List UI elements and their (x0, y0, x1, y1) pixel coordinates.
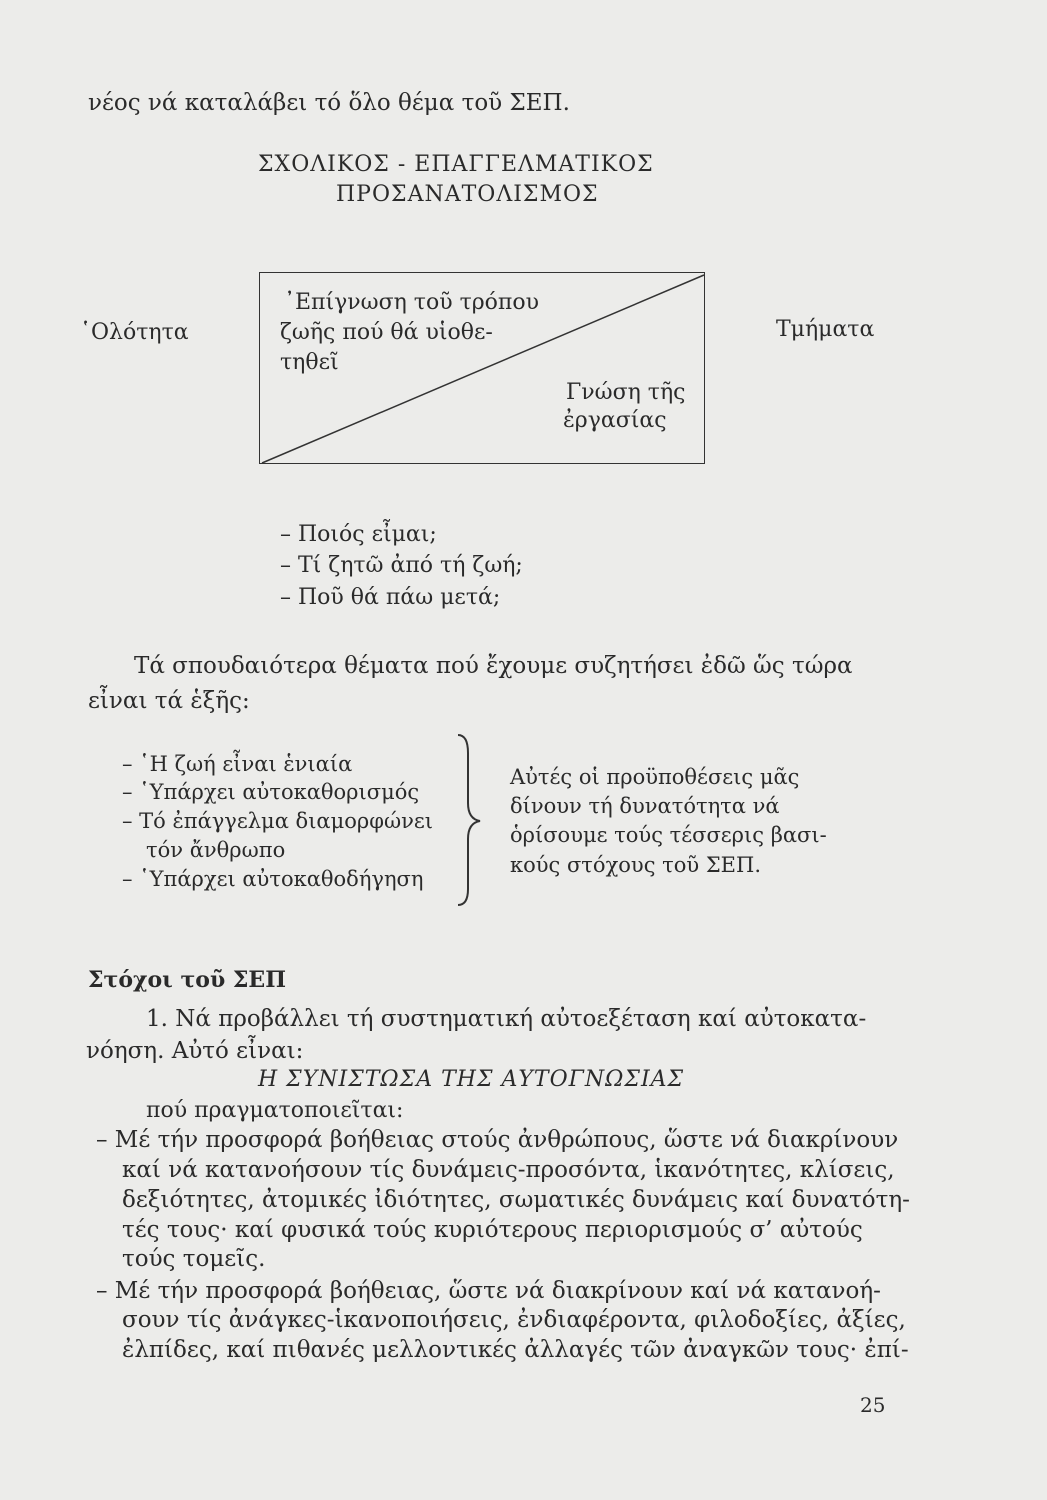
premises-note-2: δίνουν τή δυνατότητα νά (510, 794, 780, 818)
premise-4: – ῾Υπάρχει αὐτοκαθοδήγηση (122, 867, 424, 891)
question-1: – Ποιός εἶμαι; (280, 522, 437, 547)
goal-1-line-2: νόηση. Αὐτό εἶναι: (86, 1038, 304, 1064)
premises-note-1: Αὐτές οἱ προϋποθέσεις μᾶς (510, 765, 800, 789)
section-heading: Στόχοι τοῦ ΣΕΠ (88, 967, 286, 993)
bullet-2-line-3: ἐλπίδες, καί πιθανές μελλοντικές ἀλλαγές τῶν ἀναγκῶν τους· ἐπί- (122, 1337, 909, 1363)
lead-line: νέος νά καταλάβει τό ὅλο θέμα τοῦ ΣΕΠ. (88, 90, 570, 116)
curly-brace-icon (452, 733, 492, 908)
diagram-left-label: ῾Ολότητα (80, 320, 189, 345)
bullet-2-line-1: – Μέ τήν προσφορά βοήθειας, ὥστε νά διακρίνουν καί νά κατανοή- (96, 1278, 881, 1304)
premise-1: – ῾Η ζωή εἶναι ἑνιαία (122, 752, 353, 776)
diagram-right-label: Τμήματα (776, 317, 875, 342)
premise-3: – Τό ἐπάγγελμα διαμορφώνει (122, 809, 433, 833)
bullet-1-line-5: τούς τομεῖς. (122, 1246, 266, 1272)
title-line-1: ΣΧΟΛΙΚΟΣ - ΕΠΑΓΓΕΛΜΑΤΙΚΟΣ (258, 152, 654, 177)
diagram-lower-text-1: Γνώση τῆς (566, 380, 686, 405)
bullet-1-line-4: τές τους· καί φυσικά τούς κυριότερους περιορισμούς σ’ αὐτούς (122, 1217, 863, 1243)
question-2: – Τί ζητῶ ἀπό τή ζωή; (280, 553, 523, 578)
summary-intro-line-2: εἶναι τά ἑξῆς: (88, 688, 250, 714)
diagram-upper-text-1: ᾿Επίγνωση τοῦ τρόπου (284, 290, 540, 315)
bullet-1-line-3: δεξιότητες, ἀτομικές ἰδιότητες, σωματικές δυνάμεις καί δυνατότη- (122, 1187, 910, 1213)
page-number: 25 (860, 1393, 886, 1417)
premise-2: – ῾Υπάρχει αὐτοκαθορισμός (122, 780, 420, 804)
goal-1-component: Η ΣΥΝΙΣΤΩΣΑ ΤΗΣ ΑΥΤΟΓΝΩΣΙΑΣ (258, 1067, 685, 1092)
goal-1-realized: πού πραγματοποιεῖται: (146, 1098, 404, 1123)
question-3: – Ποῦ θά πάω μετά; (280, 585, 501, 610)
premise-3-cont: τόν ἄνθρωπο (146, 838, 286, 862)
diagram-upper-text-2: ζωῆς πού θά υἱοθε- (280, 320, 493, 345)
bullet-1-line-2: καί νά κατανοήσουν τίς δυνάμεις-προσόντα, ἱκανότητες, κλίσεις, (122, 1157, 895, 1183)
diagram-upper-text-3: τηθεῖ (280, 350, 339, 375)
goal-1-line-1: 1. Νά προβάλλει τή συστηματική αὐτοεξέταση καί αὐτοκατα- (146, 1006, 867, 1032)
bullet-1-line-1: – Μέ τήν προσφορά βοήθειας στούς ἀνθρώπους, ὥστε νά διακρίνουν (96, 1127, 899, 1153)
diagram-lower-text-2: ἐργασίας (563, 408, 667, 433)
title-line-2: ΠΡΟΣΑΝΑΤΟΛΙΣΜΟΣ (336, 182, 599, 207)
summary-intro-line-1: Τά σπουδαιότερα θέματα πού ἔχουμε συζητήσει ἐδῶ ὥς τώρα (134, 653, 853, 679)
premises-note-4: κούς στόχους τοῦ ΣΕΠ. (510, 853, 762, 877)
premises-note-3: ὁρίσουμε τούς τέσσερις βασι- (510, 823, 827, 847)
bullet-2-line-2: σουν τίς ἀνάγκες-ἱκανοποιήσεις, ἐνδιαφέροντα, φιλοδοξίες, ἀξίες, (122, 1307, 906, 1333)
